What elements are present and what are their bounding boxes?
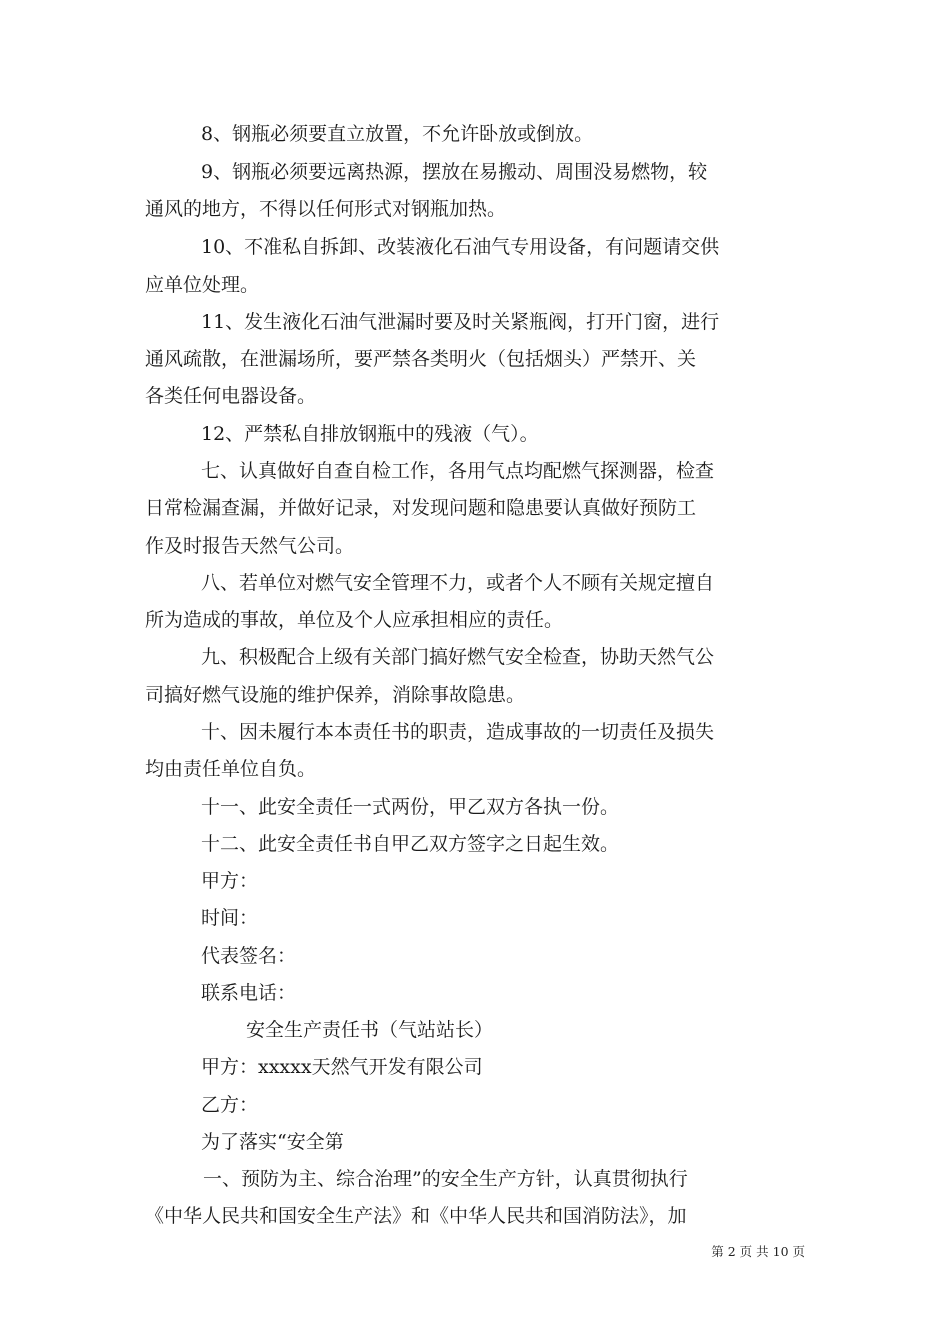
paragraph-line: 司搞好燃气设施的维护保养，消除事故隐患。 [145, 684, 526, 706]
page-number: 第 2 页 共 10 页 [711, 1244, 805, 1259]
party-a-line: 甲方：xxxxx天然气开发有限公司 [201, 1056, 483, 1078]
signature-label-phone: 联系电话： [201, 982, 297, 1004]
signature-label-representative: 代表签名： [201, 945, 297, 967]
paragraph-line: 十一、此安全责任一式两份，甲乙双方各执一份。 [201, 796, 620, 818]
section-title: 安全生产责任书（气站站长） [246, 1019, 494, 1041]
party-b-line: 乙方： [201, 1094, 259, 1116]
paragraph-line: 八、若单位对燃气安全管理不力，或者个人不顾有关规定擅自 [201, 572, 715, 594]
paragraph-line: 9、钢瓶必须要远离热源，摆放在易搬动、周围没易燃物，较 [201, 161, 708, 183]
paragraph-line: 日常检漏查漏，并做好记录，对发现问题和隐患要认真做好预防工 [145, 497, 697, 519]
paragraph-line: 通风疏散，在泄漏场所，要严禁各类明火（包括烟头）严禁开、关 [145, 348, 697, 370]
signature-label-party-a: 甲方： [201, 870, 259, 892]
paragraph-line: 均由责任单位自负。 [145, 758, 317, 780]
paragraph-line: 10、不准私自拆卸、改装液化石油气专用设备，有问题请交供 [201, 236, 720, 258]
paragraph-line: 十、因未履行本本责任书的职责，造成事故的一切责任及损失 [201, 721, 715, 743]
paragraph-line: 为了落实“安全第 [201, 1131, 344, 1153]
paragraph-line: 十二、此安全责任书自甲乙双方签字之日起生效。 [201, 833, 620, 855]
paragraph-line: 所为造成的事故，单位及个人应承担相应的责任。 [145, 609, 564, 631]
paragraph-line: 一、预防为主、综合治理”的安全生产方针，认真贯彻执行 [203, 1168, 688, 1190]
paragraph-line: 12、严禁私自排放钢瓶中的残液（气）。 [201, 423, 539, 445]
paragraph-line: 《中华人民共和国安全生产法》和《中华人民共和国消防法》，加 [145, 1205, 687, 1227]
paragraph-line: 11、发生液化石油气泄漏时要及时关紧瓶阀，打开门窗，进行 [201, 311, 720, 333]
paragraph-line: 七、认真做好自查自检工作，各用气点均配燃气探测器，检查 [201, 460, 715, 482]
paragraph-line: 作及时报告天然气公司。 [145, 535, 355, 557]
paragraph-line: 应单位处理。 [145, 274, 260, 296]
paragraph-line: 各类任何电器设备。 [145, 385, 317, 407]
paragraph-line: 8、钢瓶必须要直立放置，不允许卧放或倒放。 [201, 123, 594, 145]
paragraph-line: 通风的地方，不得以任何形式对钢瓶加热。 [145, 198, 507, 220]
signature-label-time: 时间： [201, 907, 259, 929]
paragraph-line: 九、积极配合上级有关部门搞好燃气安全检查，协助天然气公 [201, 646, 715, 668]
